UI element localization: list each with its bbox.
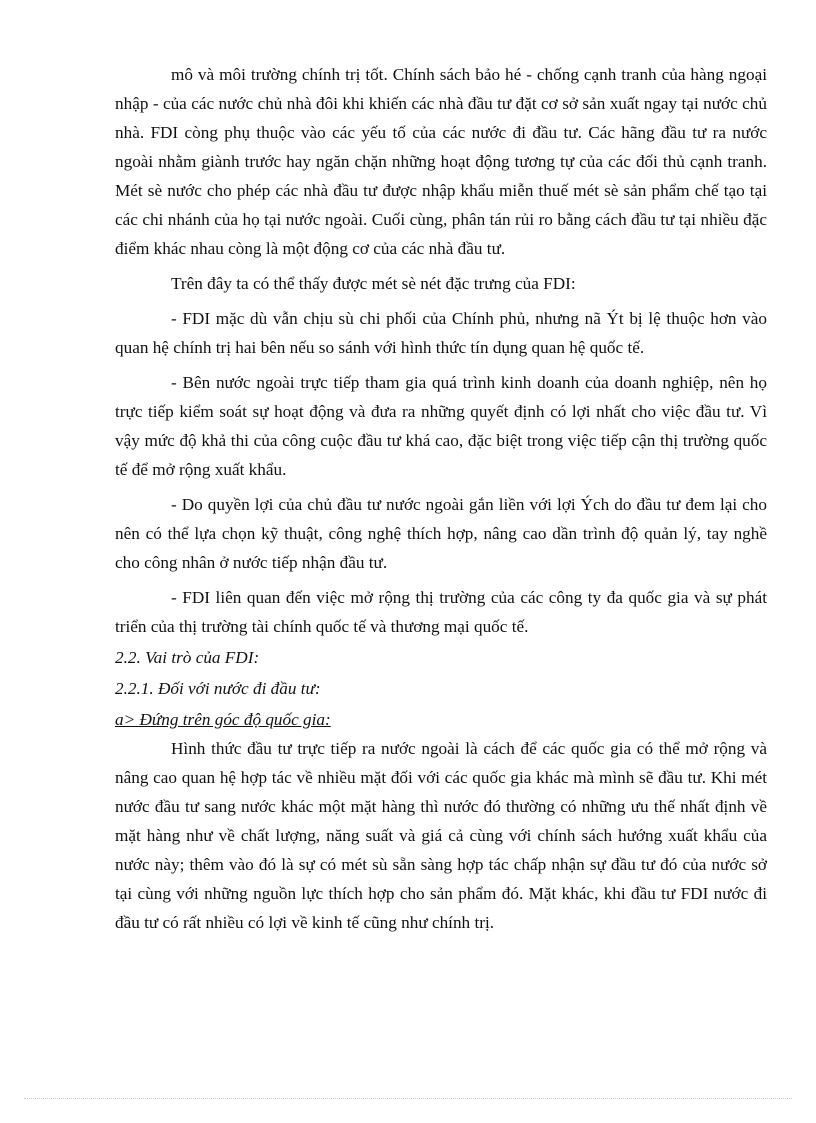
footer-dotted-rule (24, 1098, 792, 1099)
document-page (115, 60, 767, 937)
section-heading-fdi-role: 2.2. Vai trò của FDI: (115, 648, 260, 667)
paragraph-foreign-direct-participation: - Bên nước ngoài trực tiếp tham gia quá trình kinh doanh của doanh nghiệp, nên họ trực tiếp kiểm soát sự hoạt động và đưa ra những quyết định có lợi nhất cho việc đầu tư. Vì vậy mức độ khả thi của công cuộc đầu tư khá cao, đặc biệt trong việc tiếp cận thị trường quốc tế để mở rộng xuất khẩu. (115, 373, 767, 479)
paragraph-fdi-government-influence: - FDI mặc dù vẫn chịu sù chi phối của Chính phủ, nhưng nã Ýt bị lệ thuộc hơn vào quan hệ chính trị hai bên nếu so sánh với hình thức tín dụng quan hệ quốc tế. (115, 309, 767, 357)
paragraph-fdi-characteristics-intro: Trên đây ta có thể thấy được mét sè nét đặc trưng của FDI: (171, 274, 576, 293)
paragraph-market-expansion: - FDI liên quan đến việc mở rộng thị trường của các công ty đa quốc gia và sự phát triển của thị trường tài chính quốc tế và thương mại quốc tế. (115, 588, 767, 636)
subsection-heading-national-perspective: a> Đứng trên góc độ quốc gia: (115, 710, 331, 729)
paragraph-investment-motives: mô và môi trường chính trị tốt. Chính sách bảo hé - chống cạnh tranh của hàng ngoại nhập - của các nước chủ nhà đôi khi khiến các nhà đầu tư đặt cơ sở sản xuất ngay tại nước chủ nhà. FDI còng phụ thuộc vào các yếu tố của các nước đi đầu tư. Các hãng đầu tư ra nước ngoài nhằm giành trước hay ngăn chặn những hoạt động tương tự của các đối thủ cạnh tranh. Mét sè nước cho phép các nhà đầu tư được nhập khẩu miễn thuế mét sè sản phẩm chế tạo tại các chi nhánh của họ tại nước ngoài. Cuối cùng, phân tán rủi ro bằng cách đầu tư tại nhiều đặc điểm khác nhau còng là một động cơ của các nhà đầu tư. (115, 65, 767, 258)
paragraph-national-perspective: Hình thức đầu tư trực tiếp ra nước ngoài là cách để các quốc gia có thể mở rộng và nâng cao quan hệ hợp tác về nhiều mặt đối với các quốc gia khác mà mình sẽ đầu tư. Khi mét nước đầu tư sang nước khác một mặt hàng thì nước đó thường có những ưu thế nhất định về mặt hàng như về chất lượng, năng suất và giá cả cùng với chính sách hướng xuất khẩu của nước này; thêm vào đó là sự có mét sù sẵn sàng hợp tác chấp nhận sự đầu tư đó của nước sở tại cùng với những nguồn lực thích hợp cho sản phẩm đó. Mặt khác, khi đầu tư FDI nước đi đầu tư có rất nhiều có lợi về kinh tế cũng như chính trị. (115, 739, 767, 932)
paragraph-investor-interests: - Do quyền lợi của chủ đầu tư nước ngoài gắn liền với lợi Ých do đầu tư đem lại cho nên có thể lựa chọn kỹ thuật, công nghệ thích hợp, nâng cao dần trình độ quản lý, tay nghề cho công nhân ở nước tiếp nhận đầu tư. (115, 495, 767, 572)
subsection-heading-investing-country: 2.2.1. Đối với nước đi đầu tư: (115, 679, 321, 698)
